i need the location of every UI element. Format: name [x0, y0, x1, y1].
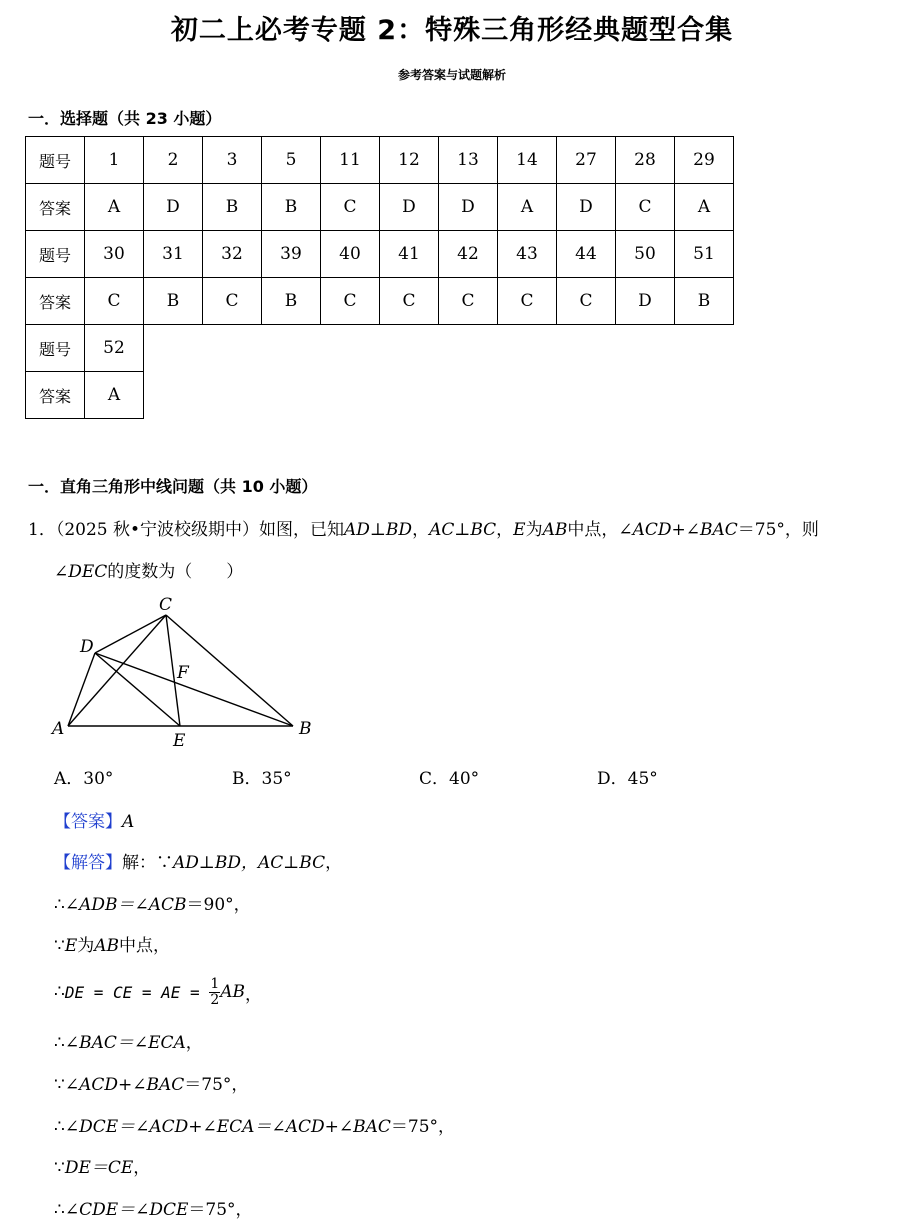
- table-cell: C: [616, 184, 675, 231]
- option-d[interactable]: D．45°: [597, 769, 658, 789]
- label-F: F: [177, 663, 189, 683]
- section-heading-choice: 一．选择题（共 23 小题）: [28, 109, 222, 128]
- analysis-line-9: ∴∠CDE＝∠DCE＝75°，: [54, 1200, 253, 1220]
- label-B: B: [299, 719, 312, 739]
- question-stem-line1: 1．（2025 秋•宁波校级期中）如图，已知AD⊥BD，AC⊥BC，E为AB中点，∠ACD+∠BAC＝75°，则: [28, 520, 819, 540]
- table-cell: 39: [262, 231, 321, 278]
- question-source: （2025 秋•宁波校级期中）: [55, 520, 260, 540]
- segment-AC: [68, 615, 166, 726]
- table-cell: B: [203, 184, 262, 231]
- answer-value: A: [122, 812, 135, 832]
- segment-DE: [95, 653, 180, 726]
- answer-line: [54, 807, 134, 832]
- table-cell: D: [439, 184, 498, 231]
- table-cell: 43: [498, 231, 557, 278]
- table-cell: 42: [439, 231, 498, 278]
- table-cell: 11: [321, 137, 380, 184]
- label-C: C: [159, 595, 173, 615]
- option-c[interactable]: C．40°: [419, 769, 480, 789]
- table-cell: 32: [203, 231, 262, 278]
- table-cell: C: [321, 184, 380, 231]
- table-row: [26, 137, 734, 184]
- row-label-answer: 答案: [26, 184, 85, 231]
- table-cell: B: [144, 278, 203, 325]
- table-row: [26, 184, 734, 231]
- table-cell: A: [85, 184, 144, 231]
- table-cell: 29: [675, 137, 734, 184]
- table-cell: 31: [144, 231, 203, 278]
- table-cell: 5: [262, 137, 321, 184]
- table-cell: 3: [203, 137, 262, 184]
- table-cell: 12: [380, 137, 439, 184]
- table-cell: C: [439, 278, 498, 325]
- table-cell: B: [262, 184, 321, 231]
- label-A: A: [52, 719, 65, 739]
- table-cell: 41: [380, 231, 439, 278]
- geometry-figure: [48, 588, 328, 758]
- table-cell: C: [321, 278, 380, 325]
- table-cell: C: [203, 278, 262, 325]
- table-row: [26, 325, 734, 372]
- table-cell: 2: [144, 137, 203, 184]
- section-heading-median: 一．直角三角形中线问题（共 10 小题）: [28, 477, 318, 496]
- table-cell: D: [380, 184, 439, 231]
- analysis-line-8: ∵DE＝CE，: [54, 1158, 151, 1178]
- analysis-line-6: ∵∠ACD+∠BAC＝75°，: [54, 1075, 249, 1095]
- analysis-line-4: ∴ DE = CE = AE = $\frac{1}{2}$ AB ，: [54, 975, 263, 1008]
- row-label-answer: 答案: [26, 278, 85, 325]
- table-cell: 1: [85, 137, 144, 184]
- table-cell: 50: [616, 231, 675, 278]
- table-cell: B: [262, 278, 321, 325]
- analysis-line-1: 【解答】解：∵AD⊥BD，AC⊥BC，: [54, 853, 343, 873]
- table-cell: 27: [557, 137, 616, 184]
- table-cell: 28: [616, 137, 675, 184]
- table-cell: C: [85, 278, 144, 325]
- table-cell: 40: [321, 231, 380, 278]
- table-cell: 30: [85, 231, 144, 278]
- analysis-line-5: ∴∠BAC＝∠ECA，: [54, 1033, 203, 1053]
- analysis-line-7: ∴∠DCE＝∠ACD+∠ECA＝∠ACD+∠BAC＝75°，: [54, 1117, 456, 1137]
- segment-DC: [95, 615, 166, 653]
- row-label-number: 题号: [26, 137, 85, 184]
- table-cell: 14: [498, 137, 557, 184]
- table-cell: D: [616, 278, 675, 325]
- option-b[interactable]: B．35°: [232, 769, 292, 789]
- table-cell: A: [85, 372, 144, 419]
- question-stem-line2: ∠DEC的度数为（ ）: [54, 562, 244, 582]
- label-D: D: [80, 637, 94, 657]
- row-label-number: 题号: [26, 325, 85, 372]
- table-cell: 52: [85, 325, 144, 372]
- analysis-line-3: ∵E为AB中点，: [54, 936, 171, 956]
- table-cell: C: [498, 278, 557, 325]
- table-row: [26, 231, 734, 278]
- label-E: E: [173, 731, 186, 751]
- table-cell: A: [675, 184, 734, 231]
- segment-DB: [95, 653, 293, 726]
- table-cell: C: [380, 278, 439, 325]
- table-cell: A: [498, 184, 557, 231]
- fraction-one-half: $\frac{1}{2}$: [210, 975, 220, 1008]
- table-cell: C: [557, 278, 616, 325]
- table-cell: 51: [675, 231, 734, 278]
- question-number: 1．: [28, 520, 56, 540]
- row-label-number: 题号: [26, 231, 85, 278]
- table-cell: B: [675, 278, 734, 325]
- table-cell: D: [557, 184, 616, 231]
- segment-AD: [68, 653, 95, 726]
- table-cell: 44: [557, 231, 616, 278]
- table-cell: D: [144, 184, 203, 231]
- row-label-answer: 答案: [26, 372, 85, 419]
- answer-tag: 【答案】: [54, 812, 122, 832]
- table-row: [26, 278, 734, 325]
- option-a[interactable]: A．30°: [54, 769, 114, 789]
- page-subtitle: 参考答案与试题解析: [397, 68, 506, 82]
- analysis-line-2: ∴∠ADB＝∠ACB＝90°，: [54, 895, 251, 915]
- analysis-tag: 【解答】: [54, 853, 122, 873]
- answer-table: [25, 136, 734, 419]
- table-row: [26, 372, 734, 419]
- table-cell: 13: [439, 137, 498, 184]
- page-title: 初二上必考专题 2：特殊三角形经典题型合集: [170, 15, 734, 46]
